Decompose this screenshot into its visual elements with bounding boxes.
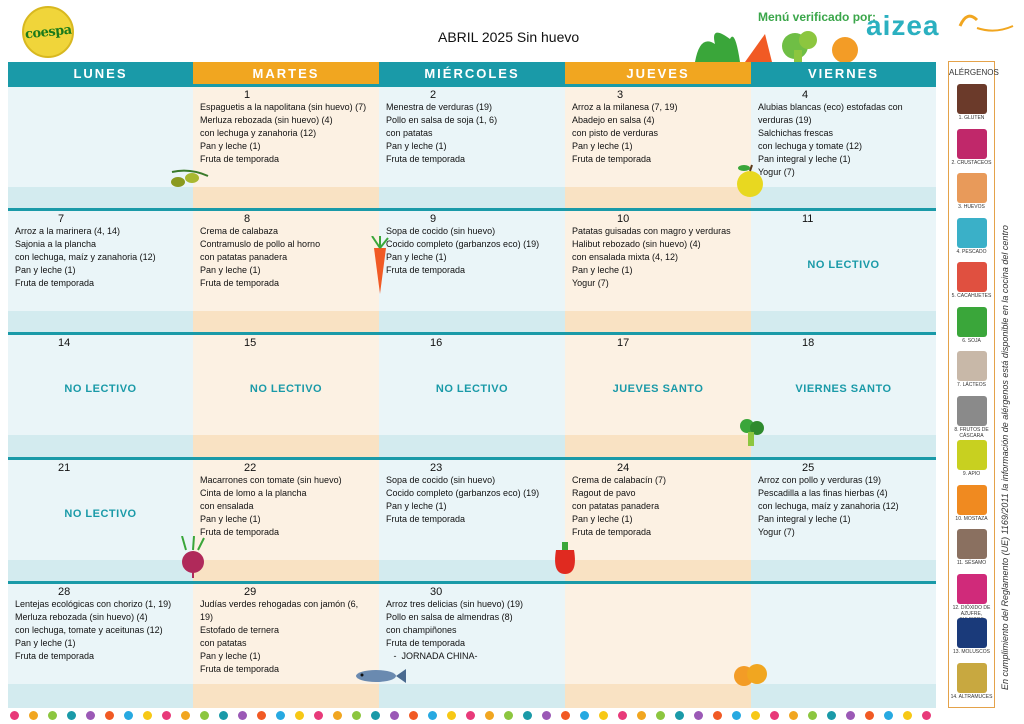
menu-line: Pan integral y leche (1) bbox=[758, 154, 851, 164]
menu-line: Fruta de temporada bbox=[200, 664, 280, 674]
allergen-label: 12. DIÓXIDO DE AZUFRE, bbox=[952, 604, 991, 617]
dot bbox=[580, 711, 589, 720]
day-header-lunes: LUNES bbox=[8, 62, 193, 84]
menu-line: con champiñones bbox=[386, 625, 457, 635]
menu-line: Macarrones con tomate (sin huevo) bbox=[200, 475, 342, 485]
day-header-miercoles: MIÉRCOLES bbox=[379, 62, 565, 84]
day-cell bbox=[8, 581, 193, 708]
day-number: 2 bbox=[430, 89, 437, 101]
closure-note: VIERNES SANTO bbox=[795, 383, 892, 395]
menu-line: Fruta de temporada bbox=[386, 265, 466, 275]
allergen-label: 8. FRUTOS DE CÁSCARA bbox=[954, 426, 989, 439]
day-cell bbox=[379, 208, 565, 335]
menu-line: Yogur (7) bbox=[758, 527, 795, 537]
menu-line: Arroz tres delicias (sin huevo) (19) bbox=[386, 599, 524, 609]
menu-line: Pan y leche (1) bbox=[200, 265, 261, 275]
dot bbox=[485, 711, 494, 720]
nut-icon bbox=[957, 396, 987, 426]
day-cell bbox=[565, 208, 751, 335]
menu-line: con pisto de verduras bbox=[572, 128, 659, 138]
radish-icon bbox=[178, 536, 208, 578]
dot bbox=[333, 711, 342, 720]
allergen-label: 5. CACAHUETES bbox=[951, 293, 992, 299]
allergen-item bbox=[949, 618, 994, 655]
day-number: 11 bbox=[802, 213, 814, 225]
olives-icon bbox=[168, 168, 212, 192]
egg-icon bbox=[957, 173, 987, 203]
mustard-icon bbox=[957, 485, 987, 515]
dot bbox=[751, 711, 760, 720]
dot bbox=[694, 711, 703, 720]
menu-items bbox=[200, 101, 366, 166]
dot bbox=[637, 711, 646, 720]
apple-icon bbox=[734, 163, 766, 199]
menu-line: Halibut rebozado (sin huevo) (4) bbox=[572, 239, 701, 249]
allergens-title: ALÉRGENOS bbox=[949, 68, 999, 77]
vegetables-illustration bbox=[690, 24, 870, 64]
menu-line: con lechuga, maíz y zanahoria (12) bbox=[758, 501, 899, 511]
menu-line: Pan y leche (1) bbox=[386, 141, 447, 151]
dot bbox=[257, 711, 266, 720]
allergen-item bbox=[949, 218, 994, 255]
dot bbox=[314, 711, 323, 720]
orange-icon bbox=[732, 662, 768, 688]
menu-line: Yogur (7) bbox=[758, 167, 795, 177]
day-cell bbox=[193, 84, 379, 211]
menu-line: Menestra de verduras (19) bbox=[386, 102, 493, 112]
day-cell bbox=[8, 208, 193, 335]
allergen-item bbox=[949, 351, 994, 388]
menu-line: Fruta de temporada bbox=[572, 154, 652, 164]
dot bbox=[124, 711, 133, 720]
menu-line: con patatas bbox=[386, 128, 433, 138]
menu-items bbox=[386, 598, 523, 663]
day-cell bbox=[8, 332, 193, 459]
menu-line: Fruta de temporada bbox=[572, 527, 652, 537]
legal-note: En cumplimiento del Reglamento (UE) 1169/2011 la información de alérgenos está disponible en la cocina del centro bbox=[1000, 225, 1010, 690]
menu-items bbox=[386, 225, 539, 277]
menu-line: Pan y leche (1) bbox=[572, 514, 633, 524]
dot bbox=[618, 711, 627, 720]
menu-line: Fruta de temporada bbox=[200, 527, 280, 537]
day-cell bbox=[193, 332, 379, 459]
allergen-item bbox=[949, 129, 994, 166]
menu-line: Crema de calabacín (7) bbox=[572, 475, 667, 485]
day-cell bbox=[193, 581, 379, 708]
dot bbox=[276, 711, 285, 720]
menu-line: con patatas panadera bbox=[572, 501, 660, 511]
menu-line: Alubias blancas (eco) estofadas con bbox=[758, 102, 903, 112]
menu-line: Cocido completo (garbanzos eco) (19) bbox=[386, 239, 540, 249]
day-number: 8 bbox=[244, 213, 251, 225]
menu-line: Pan y leche (1) bbox=[15, 638, 76, 648]
menu-line: Merluza rebozada (sin huevo) (4) bbox=[15, 612, 148, 622]
menu-items bbox=[572, 101, 678, 166]
page-title: ABRIL 2025 Sin huevo bbox=[438, 29, 580, 45]
dot bbox=[808, 711, 817, 720]
menu-line: Estofado de ternera bbox=[200, 625, 280, 635]
menu-line: Pan integral y leche (1) bbox=[758, 514, 851, 524]
menu-items bbox=[758, 101, 903, 179]
allergen-label: 9. APIO bbox=[962, 471, 981, 477]
menu-line: Lentejas ecológicas con chorizo (1, 19) bbox=[15, 599, 172, 609]
allergen-label: 6. SOJA bbox=[962, 337, 981, 344]
allergen-label: 14. ALTRAMUCES bbox=[950, 693, 993, 700]
closure-note: JUEVES SANTO bbox=[612, 383, 704, 395]
pepper-icon bbox=[550, 540, 580, 576]
allergen-label: 4. PESCADO bbox=[956, 248, 987, 255]
dot bbox=[770, 711, 779, 720]
menu-line: Crema de calabaza bbox=[200, 226, 279, 236]
menu-line: con lechuga y zanahoria (12) bbox=[200, 128, 317, 138]
carrot-icon bbox=[368, 236, 392, 296]
menu-line: Contramuslo de pollo al horno bbox=[200, 239, 321, 249]
allergen-label: 1. GLUTEN bbox=[958, 115, 985, 121]
menu-line: con ensalada bbox=[200, 501, 254, 511]
menu-line: - JORNADA CHINA- bbox=[386, 651, 478, 661]
allergen-item bbox=[949, 173, 994, 210]
dot bbox=[523, 711, 532, 720]
day-cell bbox=[751, 457, 936, 584]
day-number: 10 bbox=[617, 213, 630, 225]
menu-line: 19) bbox=[200, 612, 214, 622]
menu-line: Abadejo en salsa (4) bbox=[572, 115, 655, 125]
dot bbox=[561, 711, 570, 720]
closure-note: NO LECTIVO bbox=[64, 508, 137, 520]
day-cell bbox=[751, 84, 936, 211]
dot bbox=[105, 711, 114, 720]
menu-line: con lechuga, maíz y zanahoria (12) bbox=[15, 252, 156, 262]
menu-line: Pan y leche (1) bbox=[386, 252, 447, 262]
dot bbox=[295, 711, 304, 720]
menu-line: Fruta de temporada bbox=[386, 638, 466, 648]
menu-line: Fruta de temporada bbox=[386, 154, 466, 164]
day-number: 25 bbox=[802, 462, 815, 474]
allergens-panel bbox=[948, 61, 999, 708]
menu-items bbox=[15, 225, 156, 290]
closure-note: NO LECTIVO bbox=[435, 383, 509, 395]
menu-items bbox=[386, 101, 497, 166]
dot bbox=[865, 711, 874, 720]
day-cell bbox=[379, 332, 565, 459]
day-number: 9 bbox=[430, 213, 437, 225]
menu-line: Pescadilla a las finas hierbas (4) bbox=[758, 488, 888, 498]
dot bbox=[162, 711, 171, 720]
allergen-item bbox=[949, 529, 994, 566]
allergen-item bbox=[949, 574, 994, 623]
celery-icon bbox=[957, 440, 987, 470]
day-number: 1 bbox=[244, 89, 251, 101]
sulphite-icon bbox=[957, 574, 987, 604]
day-number: 4 bbox=[802, 89, 809, 101]
menu-line: Fruta de temporada bbox=[15, 651, 95, 661]
menu-line: Arroz con pollo y verduras (19) bbox=[758, 475, 882, 485]
menu-line: Sopa de cocido (sin huevo) bbox=[386, 226, 496, 236]
menu-line: Pan y leche (1) bbox=[572, 265, 633, 275]
allergen-item bbox=[949, 440, 994, 477]
dot bbox=[67, 711, 76, 720]
dot bbox=[846, 711, 855, 720]
dot bbox=[903, 711, 912, 720]
dot bbox=[466, 711, 475, 720]
menu-line: Patatas guisadas con magro y verduras bbox=[572, 226, 731, 236]
day-number: 17 bbox=[617, 337, 630, 349]
menu-line: Arroz a la marinera (4, 14) bbox=[15, 226, 121, 236]
day-number: 14 bbox=[58, 337, 71, 349]
menu-line: Cocido completo (garbanzos eco) (19) bbox=[386, 488, 540, 498]
day-number: 7 bbox=[58, 213, 65, 225]
menu-line: Sajonia a la plancha bbox=[15, 239, 97, 249]
menu-items bbox=[758, 474, 899, 539]
menu-line: con lechuga, tomate y aceitunas (12) bbox=[15, 625, 163, 635]
allergen-label: 7. LÁCTEOS bbox=[957, 382, 986, 388]
menu-line: Pan y leche (1) bbox=[386, 501, 447, 511]
dot bbox=[542, 711, 551, 720]
menu-line: Pan y leche (1) bbox=[200, 651, 261, 661]
menu-items bbox=[200, 598, 358, 676]
closure-note: NO LECTIVO bbox=[249, 383, 323, 395]
dot bbox=[789, 711, 798, 720]
day-number: 3 bbox=[617, 89, 624, 101]
dot bbox=[428, 711, 437, 720]
menu-items bbox=[386, 474, 539, 526]
menu-line: Pan y leche (1) bbox=[200, 141, 261, 151]
dot bbox=[599, 711, 608, 720]
day-number: 24 bbox=[617, 462, 630, 474]
menu-line: Pan y leche (1) bbox=[15, 265, 76, 275]
day-header-jueves: JUEVES bbox=[565, 62, 751, 84]
day-cell bbox=[8, 457, 193, 584]
dot bbox=[10, 711, 19, 720]
day-header-viernes: VIERNES bbox=[751, 62, 936, 84]
mollusc-icon bbox=[957, 618, 987, 648]
menu-line: Arroz a la milanesa (7, 19) bbox=[572, 102, 678, 112]
day-header-martes: MARTES bbox=[193, 62, 379, 84]
dot bbox=[409, 711, 418, 720]
menu-items bbox=[200, 225, 320, 290]
day-number: 16 bbox=[430, 337, 443, 349]
allergen-label: 3. HUEVOS bbox=[958, 204, 985, 210]
fish-icon bbox=[352, 666, 408, 686]
closure-note: NO LECTIVO bbox=[64, 383, 137, 395]
fish-icon bbox=[957, 218, 987, 248]
day-cell bbox=[8, 84, 193, 211]
milk-icon bbox=[957, 351, 987, 381]
crustacean-icon bbox=[957, 129, 987, 159]
allergen-item bbox=[949, 262, 994, 299]
menu-line: Pan y leche (1) bbox=[572, 141, 633, 151]
allergen-item bbox=[949, 307, 994, 344]
dot bbox=[29, 711, 38, 720]
dot bbox=[352, 711, 361, 720]
day-number: 29 bbox=[244, 586, 257, 598]
dot bbox=[371, 711, 380, 720]
aizea-logo: aizea bbox=[866, 10, 940, 41]
day-number: 18 bbox=[802, 337, 815, 349]
sesame-icon bbox=[957, 529, 987, 559]
dot bbox=[827, 711, 836, 720]
dot bbox=[200, 711, 209, 720]
menu-line: Fruta de temporada bbox=[200, 278, 280, 288]
coespa-logo: coespa bbox=[22, 6, 74, 58]
day-number: 23 bbox=[430, 462, 443, 474]
aizea-leaf-icon bbox=[955, 8, 1015, 38]
decorative-dots bbox=[10, 711, 938, 723]
wheat-icon bbox=[957, 84, 987, 114]
menu-line: Merluza rebozada (sin huevo) (4) bbox=[200, 115, 333, 125]
day-number: 21 bbox=[58, 462, 71, 474]
menu-line: Fruta de temporada bbox=[386, 514, 466, 524]
day-cell bbox=[565, 332, 751, 459]
allergen-item bbox=[949, 663, 994, 700]
allergen-label: 11. SÉSAMO bbox=[956, 560, 987, 566]
dot bbox=[884, 711, 893, 720]
menu-line: Fruta de temporada bbox=[200, 154, 280, 164]
dot bbox=[181, 711, 190, 720]
dot bbox=[390, 711, 399, 720]
menu-items bbox=[572, 474, 666, 539]
day-cell bbox=[565, 457, 751, 584]
menu-line: Cinta de lomo a la plancha bbox=[200, 488, 307, 498]
menu-items bbox=[15, 598, 171, 663]
dot bbox=[922, 711, 931, 720]
lupin-icon bbox=[957, 663, 987, 693]
peanut-icon bbox=[957, 262, 987, 292]
day-cell bbox=[751, 581, 936, 708]
dot bbox=[219, 711, 228, 720]
soy-icon bbox=[957, 307, 987, 337]
dot bbox=[504, 711, 513, 720]
dot bbox=[732, 711, 741, 720]
day-number: 30 bbox=[430, 586, 443, 598]
day-cell bbox=[379, 581, 565, 708]
dot bbox=[86, 711, 95, 720]
dot bbox=[48, 711, 57, 720]
menu-line: con patatas bbox=[200, 638, 247, 648]
menu-line: con patatas panadera bbox=[200, 252, 288, 262]
dot bbox=[656, 711, 665, 720]
menu-line: Pan y leche (1) bbox=[200, 514, 261, 524]
menu-line: Fruta de temporada bbox=[15, 278, 95, 288]
allergen-item bbox=[949, 396, 994, 439]
day-cell bbox=[565, 84, 751, 211]
day-cell bbox=[193, 208, 379, 335]
menu-line: con lechuga y tomate (12) bbox=[758, 141, 863, 151]
menu-line: Pollo en salsa de soja (1, 6) bbox=[386, 115, 498, 125]
menu-line: Espaguetis a la napolitana (sin huevo) (7) bbox=[200, 102, 367, 112]
closure-note: NO LECTIVO bbox=[807, 259, 880, 271]
day-cell bbox=[379, 84, 565, 211]
allergen-item bbox=[949, 485, 994, 522]
menu-items bbox=[200, 474, 342, 539]
day-number: 15 bbox=[244, 337, 257, 349]
menu-items bbox=[572, 225, 731, 290]
day-number: 28 bbox=[58, 586, 71, 598]
menu-line: Yogur (7) bbox=[572, 278, 609, 288]
dot bbox=[143, 711, 152, 720]
menu-line: Ragout de pavo bbox=[572, 488, 636, 498]
day-cell bbox=[751, 332, 936, 459]
menu-calendar bbox=[8, 62, 936, 708]
menu-line: con ensalada mixta (4, 12) bbox=[572, 252, 679, 262]
dot bbox=[713, 711, 722, 720]
allergen-label: 2. CRUSTACEOS bbox=[951, 159, 992, 166]
broccoli-icon bbox=[737, 416, 769, 448]
verified-label: Menú verificado por: bbox=[758, 10, 877, 24]
day-cell bbox=[379, 457, 565, 584]
day-cell bbox=[565, 581, 751, 708]
menu-line: Sopa de cocido (sin huevo) bbox=[386, 475, 496, 485]
menu-line: Pollo en salsa de almendras (8) bbox=[386, 612, 513, 622]
allergen-label: 10. MOSTAZA bbox=[955, 515, 988, 522]
day-cell bbox=[751, 208, 936, 335]
menu-line: Salchichas frescas bbox=[758, 128, 834, 138]
day-cell bbox=[193, 457, 379, 584]
allergen-label: 13. MOLUSCOS bbox=[953, 649, 990, 655]
allergen-item bbox=[949, 84, 994, 121]
menu-line: verduras (19) bbox=[758, 115, 812, 125]
menu-line: Judías verdes rehogadas con jamón (6, bbox=[200, 599, 359, 609]
dot bbox=[675, 711, 684, 720]
day-number: 22 bbox=[244, 462, 257, 474]
dot bbox=[447, 711, 456, 720]
dot bbox=[238, 711, 247, 720]
